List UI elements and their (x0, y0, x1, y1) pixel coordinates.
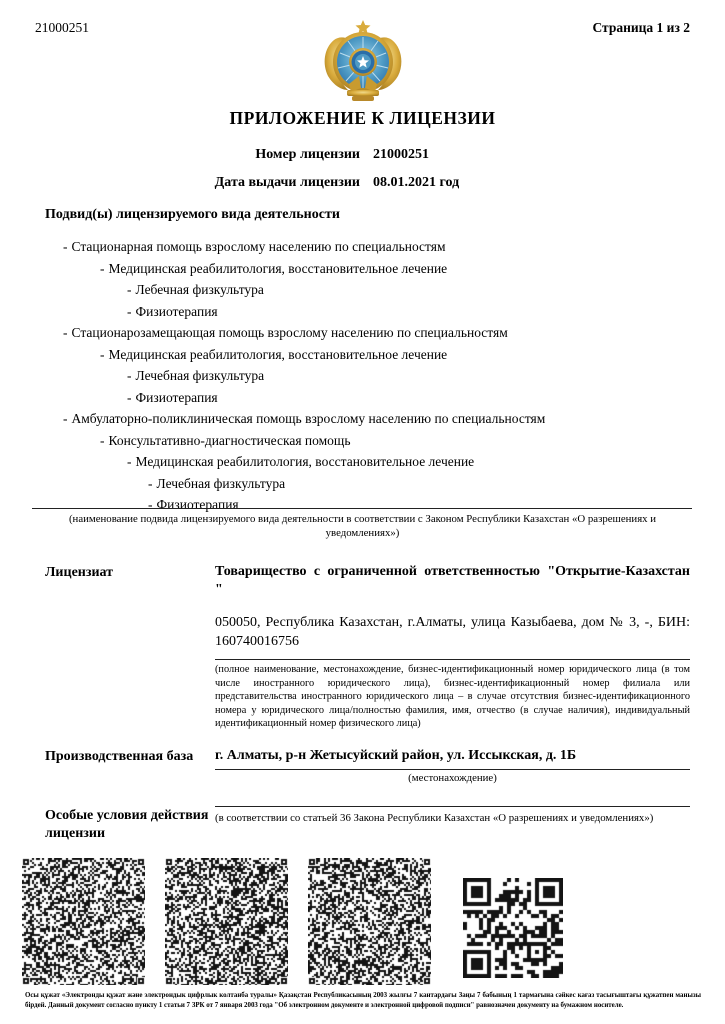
subtype-item (0, 258, 690, 280)
datamatrix-barcode-3-icon (308, 858, 431, 985)
subtype-item (0, 344, 690, 366)
subtype-item (0, 279, 690, 301)
subtype-item-text: Физиотерапия (135, 303, 218, 319)
dash-bullet: - (148, 475, 153, 491)
datamatrix-barcode-1-icon (22, 858, 145, 985)
subtype-item (0, 387, 690, 409)
subtype-item-text: Физиотерапия (156, 497, 239, 512)
subtype-item-text: Стационарная помощь взрослому населению по специальностям (71, 239, 446, 254)
subtype-item-text: Стационарозамещающая помощь взрослому населению по специальностям (71, 325, 508, 340)
subtype-item (0, 473, 690, 495)
dash-bullet: - (100, 260, 105, 276)
dash-bullet: - (127, 389, 132, 405)
subtype-item (0, 430, 690, 452)
dash-bullet: - (63, 411, 68, 426)
subtype-item (0, 408, 690, 430)
subtype-item-text: Лебечная физкультура (135, 282, 264, 297)
dash-bullet: - (100, 432, 105, 448)
production-base-caption: (местонахождение) (408, 771, 497, 784)
subtypes-heading: Подвид(ы) лицензируемого вида деятельности (45, 207, 340, 222)
signature-codes (22, 858, 563, 985)
subtype-item (0, 301, 690, 323)
subtype-item-text: Медицинская реабилитология, восстановительное лечение (108, 346, 448, 362)
issue-date-value: 08.01.2021 год (373, 175, 460, 190)
dash-bullet: - (127, 282, 132, 297)
special-conditions-label: Особые условия действия лицензии (45, 807, 209, 841)
licensee-value (215, 563, 690, 731)
footer-legal-text: Осы құжат «Электронды құжат және электрондык цифрлык колтанба туралы» Қазақстан Республикасының 2003 жылғы 7 кантардағы Заңы 7 бабының 1 тармағына сәйкес кағаз тасығыштағы құжатпен манызы бірдей. Данный документ согласно пункту 1 статьи 7 ЗРК от 7 января 2003 года "Об электронном документе и электронной цифровой подписи" равнозначен документу на бумажном носителе. (25, 992, 701, 1009)
subtype-item-text: Медицинская реабилитология, восстановительное лечение (135, 454, 475, 469)
subtype-item (0, 451, 690, 473)
issue-date-row (35, 174, 690, 192)
production-base-label: Производственная база (45, 748, 194, 764)
subtype-item-text: Консультативно-диагностическая помощь (108, 432, 351, 448)
license-number-row (35, 146, 690, 164)
license-fields (35, 146, 690, 202)
subtypes-list (0, 236, 690, 516)
licensee-name-line2: " (215, 582, 223, 597)
dash-bullet: - (127, 303, 132, 319)
kazakhstan-emblem-icon (322, 18, 404, 109)
document-number: 21000251 (35, 20, 89, 35)
license-number-value: 21000251 (373, 147, 429, 162)
dash-bullet: - (63, 239, 68, 254)
licensee-address: 050050, Республика Казахстан, г.Алматы, улица Казыбаева, дом № 3, -, БИН: 160740016756 (215, 615, 690, 649)
production-base-value: г. Алматы, р-н Жетысуйский район, ул. Иссыкская, д. 1Б (215, 747, 690, 770)
production-base-value-box (215, 747, 690, 784)
issue-date-label: Дата выдачи лицензии (214, 175, 360, 190)
subtype-item-text: Медицинская реабилитология, восстановительное лечение (108, 260, 448, 276)
production-base-row (45, 747, 690, 784)
special-conditions-row (45, 806, 690, 843)
subtype-item-text: Физиотерапия (135, 389, 218, 405)
dash-bullet: - (100, 346, 105, 362)
datamatrix-barcode-2-icon (165, 858, 288, 985)
dash-bullet: - (63, 325, 68, 340)
document-title: ПРИЛОЖЕНИЕ К ЛИЦЕНЗИИ (229, 108, 496, 128)
subtypes-caption: (наименование подвида лицензируемого вида деятельности в соответствии с Законом Республики Казахстан «О разрешениях и уведомлениях») (68, 513, 657, 539)
license-info-table (45, 563, 690, 843)
qr-code-icon (463, 878, 563, 978)
licensee-label: Лицензиат (45, 565, 114, 580)
license-number-label: Номер лицензии (255, 147, 360, 162)
dash-bullet: - (148, 497, 153, 512)
page-indicator: Страница 1 из 2 (592, 20, 690, 35)
special-conditions-box (215, 806, 690, 843)
page-header (35, 18, 690, 108)
subtype-item (0, 322, 690, 344)
subtype-item-text: Лечебная физкультура (156, 475, 286, 491)
subtype-item (0, 365, 690, 387)
licensee-name-line1: Товарищество с ограниченной ответственностью "Открытие-Казахстан (215, 564, 690, 579)
special-conditions-caption: (в соответствии со статьей 36 Закона Республики Казахстан «О разрешениях и уведомлениях») (215, 806, 690, 825)
subtype-item (0, 236, 690, 258)
dash-bullet: - (127, 368, 132, 383)
licensee-caption: (полное наименование, местонахождение, бизнес-идентификационный номер юридического лица (в том числе иностранного юридического лица), бизнес-идентификационный номер филиала или представительства иностранного юридического лица – в случае отсутствия бизнес-идентификационного номера у юридического лица/полностью фамилия, имя, отчество (в случае наличия), индивидуальный идентификационный номер физического лица) (215, 659, 690, 731)
dash-bullet: - (127, 454, 132, 469)
subtype-item-text: Лечебная физкультура (135, 368, 265, 383)
subtypes-divider (32, 508, 692, 509)
subtype-item-text: Амбулаторно-поликлиническая помощь взрослому населению по специальностям (71, 411, 546, 426)
licensee-row (45, 563, 690, 731)
